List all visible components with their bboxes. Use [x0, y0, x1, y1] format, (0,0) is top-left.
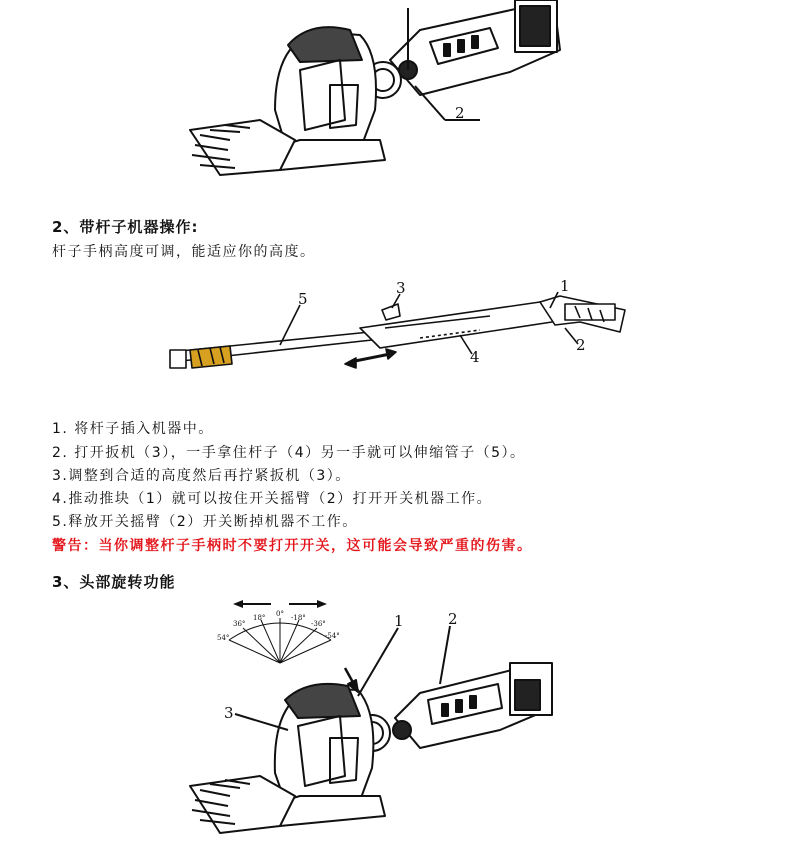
callout-2b: 2	[576, 336, 586, 354]
callout-1c: 1	[394, 612, 404, 630]
step-1: 1. 将杆子插入机器中。	[52, 421, 214, 437]
step-4: 4.推动推块（1）就可以按住开关摇臂（2）打开开关机器工作。	[52, 491, 493, 507]
section2-subtitle: 杆子手柄高度可调，能适应你的高度。	[52, 244, 316, 260]
callout-4: 4	[470, 348, 480, 366]
callout-5: 5	[298, 290, 308, 308]
section3-heading: 3、头部旋转功能	[52, 573, 176, 591]
angle-neg18: -18°	[291, 614, 306, 622]
angle-neg54: -54°	[325, 632, 340, 640]
section2-heading: 2、带杆子机器操作:	[52, 218, 199, 236]
trimmer-illustration-top	[180, 0, 600, 190]
angle-54: 54°	[217, 634, 230, 642]
callout-2c: 2	[448, 610, 458, 628]
warning-text: 警告：当你调整杆子手柄时不要打开开关，这可能会导致严重的伤害。	[52, 538, 533, 554]
callout-3: 3	[396, 280, 406, 297]
step-2: 2. 打开扳机（3），一手拿住杆子（4）另一手就可以伸缩管子（5）。	[52, 445, 526, 461]
angle-36: 36°	[233, 620, 246, 628]
pole-illustration	[160, 280, 640, 380]
step-5: 5.释放开关摇臂（2）开关断掉机器不工作。	[52, 514, 358, 530]
callout-1: 1	[560, 280, 570, 295]
angle-18: 18°	[253, 614, 266, 622]
callout-3c: 3	[224, 704, 234, 722]
callout-2: 2	[455, 104, 465, 122]
step-3: 3.调整到合适的高度然后再拧紧扳机（3）。	[52, 468, 351, 484]
trimmer-illustration-bottom	[180, 608, 580, 843]
angle-neg36: -36°	[311, 620, 326, 628]
angle-0: 0°	[276, 610, 284, 618]
